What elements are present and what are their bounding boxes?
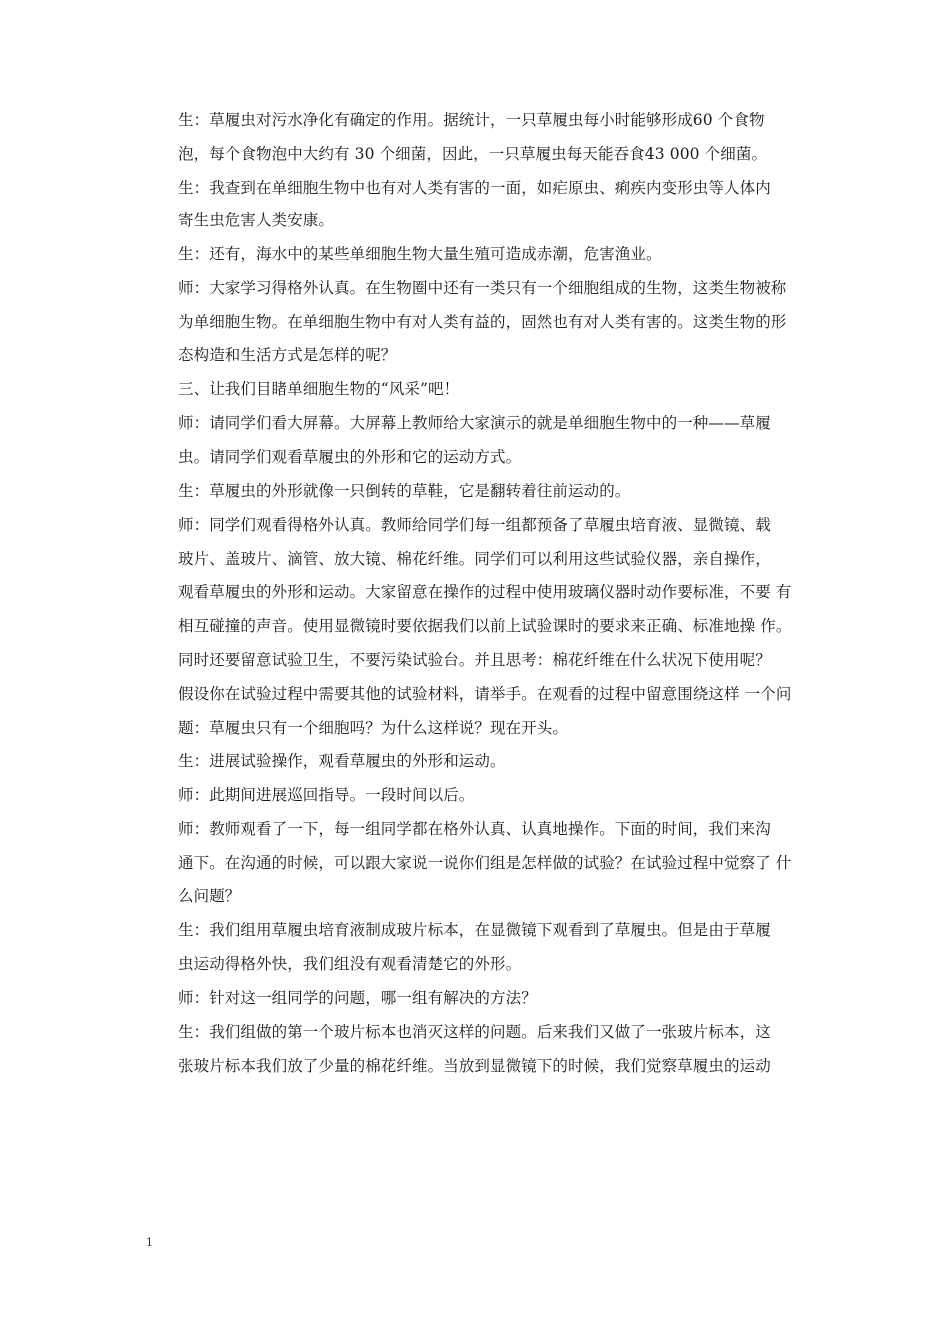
text-line: 师：请同学们看大屏幕。大屏幕上教师给大家演示的就是单细胞生物中的一种——草履	[178, 414, 771, 432]
text-line: 题：草履虫只有一个细胞吗？为什么这样说？现在开头。	[178, 719, 569, 737]
text-line: 师：此期间进展巡回指导。一段时间以后。	[178, 786, 475, 804]
text-line: 寄生虫危害人类安康。	[178, 211, 335, 229]
text-line: 生：进展试验操作，观看草履虫的外形和运动。	[178, 752, 506, 770]
text-line: 虫运动得格外快，我们组没有观看清楚它的外形。	[178, 955, 522, 973]
text-line: 通下。在沟通的时候，可以跟大家说一说你们组是怎样做的试验？在试验过程中觉察了 什	[178, 854, 792, 872]
text-line: 生：我们组用草履虫培育液制成玻片标本，在显微镜下观看到了草履虫。但是由于草履	[178, 921, 771, 939]
text-line: 为单细胞生物。在单细胞生物中有对人类有益的，固然也有对人类有害的。这类生物的形	[178, 313, 787, 331]
text-line: 师：针对这一组同学的问题，哪一组有解决的方法？	[178, 989, 537, 1007]
page-number: 1	[146, 1236, 153, 1249]
text-line: 生：我们组做的第一个玻片标本也消灭这样的问题。后来我们又做了一张玻片标本，这	[178, 1023, 771, 1041]
text-line: 么问题？	[178, 887, 241, 905]
text-line: 师：同学们观看得格外认真。教师给同学们每一组都预备了草履虫培育液、显微镜、载	[178, 516, 771, 534]
section-heading: 三、让我们目睹单细胞生物的“风采”吧！	[178, 380, 460, 398]
text-line: 师：教师观看了一下，每一组同学都在格外认真、认真地操作。下面的时间，我们来沟	[178, 820, 771, 838]
text-line: 生：还有，海水中的某些单细胞生物大量生殖可造成赤潮，危害渔业。	[178, 245, 662, 263]
text-line: 虫。请同学们观看草履虫的外形和它的运动方式。	[178, 448, 522, 466]
text-line: 态构造和生活方式是怎样的呢？	[178, 346, 397, 364]
text-line: 生：草履虫对污水净化有确定的作用。据统计，一只草履虫每小时能够形成60 个食物	[178, 111, 765, 129]
text-line: 玻片、盖玻片、滴管、放大镜、棉花纤维。同学们可以利用这些试验仪器，亲自操作，	[178, 550, 771, 568]
text-line: 生：草履虫的外形就像一只倒转的草鞋，它是翻转着往前运动的。	[178, 482, 631, 500]
text-line: 假设你在试验过程中需要其他的试验材料，请举手。在观看的过程中留意围绕这样 一个问	[178, 685, 792, 703]
text-line: 观看草履虫的外形和运动。大家留意在操作的过程中使用玻璃仪器时动作要标准，不要 有	[178, 583, 792, 601]
text-line: 师：大家学习得格外认真。在生物圈中还有一类只有一个细胞组成的生物，这类生物被称	[178, 279, 787, 297]
text-line: 同时还要留意试验卫生，不要污染试验台。并且思考：棉花纤维在什么状况下使用呢？	[178, 651, 771, 669]
text-line: 张玻片标本我们放了少量的棉花纤维。当放到显微镜下的时候，我们觉察草履虫的运动	[178, 1057, 771, 1075]
text-line: 生：我查到在单细胞生物中也有对人类有害的一面，如疟原虫、痢疾内变形虫等人体内	[178, 179, 771, 197]
text-line: 相互碰撞的声音。使用显微镜时要依据我们以前上试验课时的要求来正确、标准地操 作。	[178, 617, 792, 635]
text-line: 泡，每个食物泡中大约有 30 个细菌，因此，一只草履虫每天能吞食43 000 个细菌。	[178, 145, 768, 163]
